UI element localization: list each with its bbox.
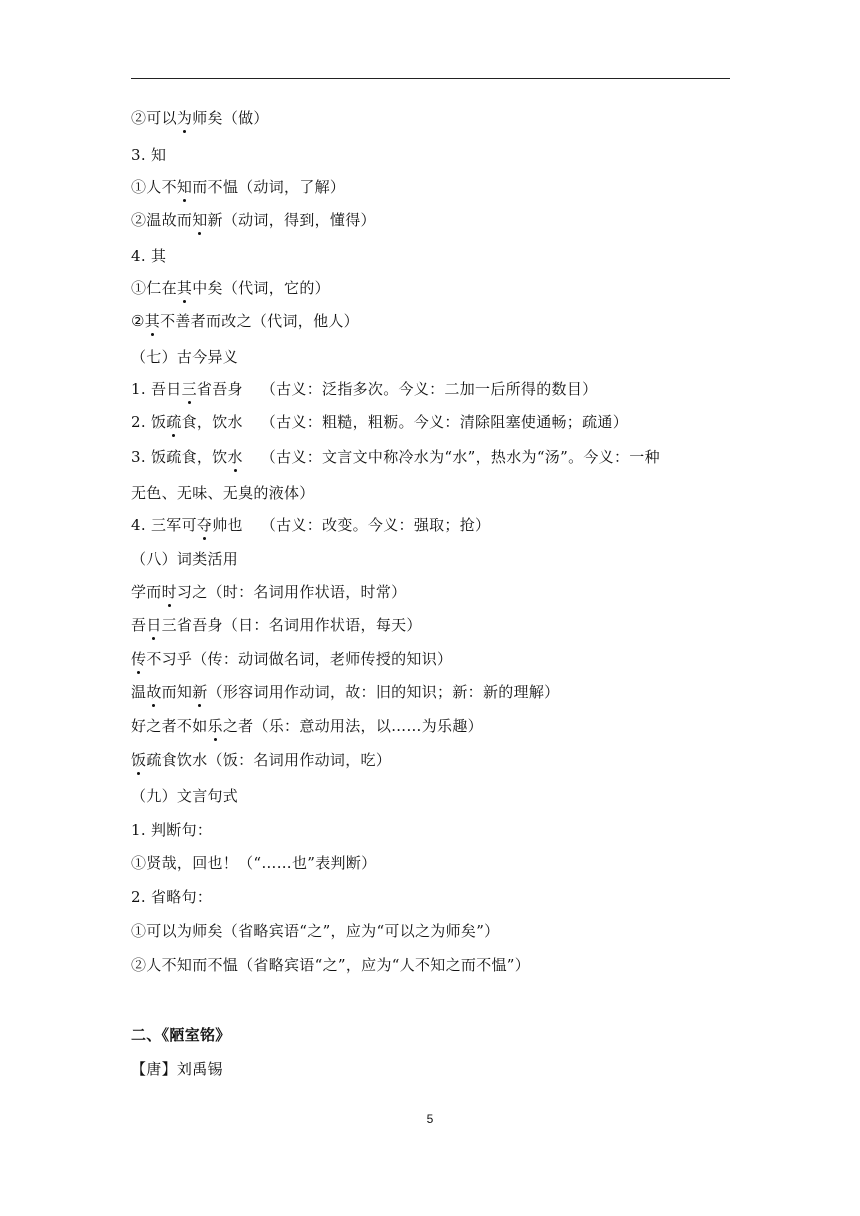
- emphasized-char: 其: [144, 312, 161, 330]
- text-segment: 习之（时：名词用作状语，时常）: [176, 583, 407, 601]
- text-segment: 省吾身: [196, 380, 243, 398]
- text-segment: 无色、无味、无臭的液体）: [131, 484, 315, 502]
- text-line: [131, 347, 238, 367]
- text-segment: ①仁在: [131, 279, 177, 297]
- text-segment: （七）古今异义: [131, 348, 239, 366]
- emphasized-char: 三: [181, 380, 197, 398]
- text-segment: 2. 省略句：: [131, 888, 213, 906]
- text-line: [131, 483, 315, 503]
- text-segment: （古义：泛指多次。今义：二加一后所得的数目）: [260, 380, 598, 398]
- emphasized-char: 为: [176, 109, 193, 127]
- text-line: [131, 750, 391, 770]
- header-rule: [131, 78, 730, 79]
- text-line: [131, 955, 530, 975]
- text-line: [131, 820, 212, 840]
- text-line: [131, 210, 376, 230]
- text-line: [131, 246, 166, 266]
- emphasized-char: 传: [131, 650, 147, 668]
- text-segment: 新（动词，得到，懂得）: [207, 211, 376, 229]
- emphasized-char: 夺: [196, 516, 213, 534]
- text-line: [131, 177, 345, 197]
- text-segment: 不善者而改之（代词，他人）: [160, 312, 359, 330]
- emphasized-char: 故: [146, 683, 162, 701]
- text-segment: （八）词类活用: [131, 550, 239, 568]
- text-segment: ②人不知而不愠（省略宾语“之”，应为“人不知之而不愠”）: [131, 956, 531, 974]
- text-segment: （古义：改变。今义：强取；抢）: [260, 516, 491, 534]
- text-segment: 三省吾身（日：名词用作状语，每天）: [161, 616, 422, 634]
- text-line: [131, 682, 559, 702]
- text-segment: 而知: [161, 683, 193, 701]
- text-segment: 温: [131, 683, 147, 701]
- text-segment: ①可以为师矣（省略宾语“之”，应为“可以之为师矣”）: [131, 922, 500, 940]
- emphasized-char: 水: [227, 448, 243, 466]
- text-line: [131, 311, 359, 331]
- text-line: [131, 582, 406, 602]
- text-segment: （古义：文言文中称冷水为“水”，热水为“汤”。今义：一种: [260, 448, 660, 466]
- text-segment: 食，饮水: [181, 413, 243, 431]
- text-line: [131, 447, 660, 467]
- text-segment: 吾: [131, 616, 147, 634]
- text-line: [131, 278, 330, 298]
- text-segment: （形容词用作动词，故：旧的知识；新：新的理解）: [207, 683, 560, 701]
- text-segment: 学而: [131, 583, 162, 601]
- emphasized-char: 饭: [131, 751, 147, 769]
- text-segment: 中矣（代词，它的）: [192, 279, 330, 297]
- author-line: 【唐】刘禹锡: [131, 1060, 223, 1078]
- text-segment: ①贤哉，回也！（“……也”表判断）: [131, 854, 377, 872]
- text-line: [131, 379, 597, 399]
- emphasized-char: 知: [192, 211, 208, 229]
- text-line: [131, 145, 166, 165]
- text-segment: （九）文言句式: [131, 787, 239, 805]
- text-segment: （古义：粗糙，粗粝。今义：清除阻塞使通畅；疏通）: [260, 413, 628, 431]
- text-segment: ①人不: [131, 178, 177, 196]
- text-segment: 帅也: [212, 516, 243, 534]
- emphasized-char: 知: [176, 178, 193, 196]
- text-segment: 1. 吾日: [131, 380, 182, 398]
- text-segment: ②温故而: [131, 211, 193, 229]
- text-segment: 疏食饮水（饭：名词用作动词，吃）: [146, 751, 392, 769]
- text-segment: 3. 知: [131, 146, 167, 164]
- section-title: 二、《陋室铭》: [131, 1026, 231, 1044]
- emphasized-char: 疏: [166, 413, 182, 431]
- emphasized-char: 日: [146, 616, 162, 634]
- text-segment: ②: [131, 312, 145, 330]
- text-segment: 而不愠（动词，了解）: [192, 178, 346, 196]
- emphasized-char: 其: [176, 279, 193, 297]
- text-line: [131, 412, 628, 432]
- text-segment: 好之者不如: [131, 717, 208, 735]
- text-segment: 3. 饭疏食，饮: [131, 448, 228, 466]
- text-line: [131, 515, 490, 535]
- text-line: [131, 615, 422, 635]
- emphasized-char: 新: [192, 683, 208, 701]
- text-segment: 4. 其: [131, 247, 167, 265]
- text-segment: 4. 三军可: [131, 516, 197, 534]
- text-line: [131, 887, 212, 907]
- text-segment: 1. 判断句：: [131, 821, 213, 839]
- text-segment: 师矣（做）: [192, 109, 269, 127]
- text-line: [131, 853, 376, 873]
- text-line: [131, 921, 499, 941]
- emphasized-char: 时: [161, 583, 177, 601]
- text-segment: 2. 饭: [131, 413, 167, 431]
- text-line: [131, 649, 452, 669]
- text-segment: 不习乎（传：动词做名词，老师传授的知识）: [146, 650, 453, 668]
- text-line: [131, 786, 238, 806]
- text-segment: ②可以: [131, 109, 177, 127]
- text-line: [131, 716, 483, 736]
- text-segment: 之者（乐：意动用法，以……为乐趣）: [222, 717, 483, 735]
- emphasized-char: 乐: [207, 717, 223, 735]
- page-number: 5: [426, 1112, 434, 1126]
- text-line: [131, 108, 269, 128]
- text-line: [131, 549, 238, 569]
